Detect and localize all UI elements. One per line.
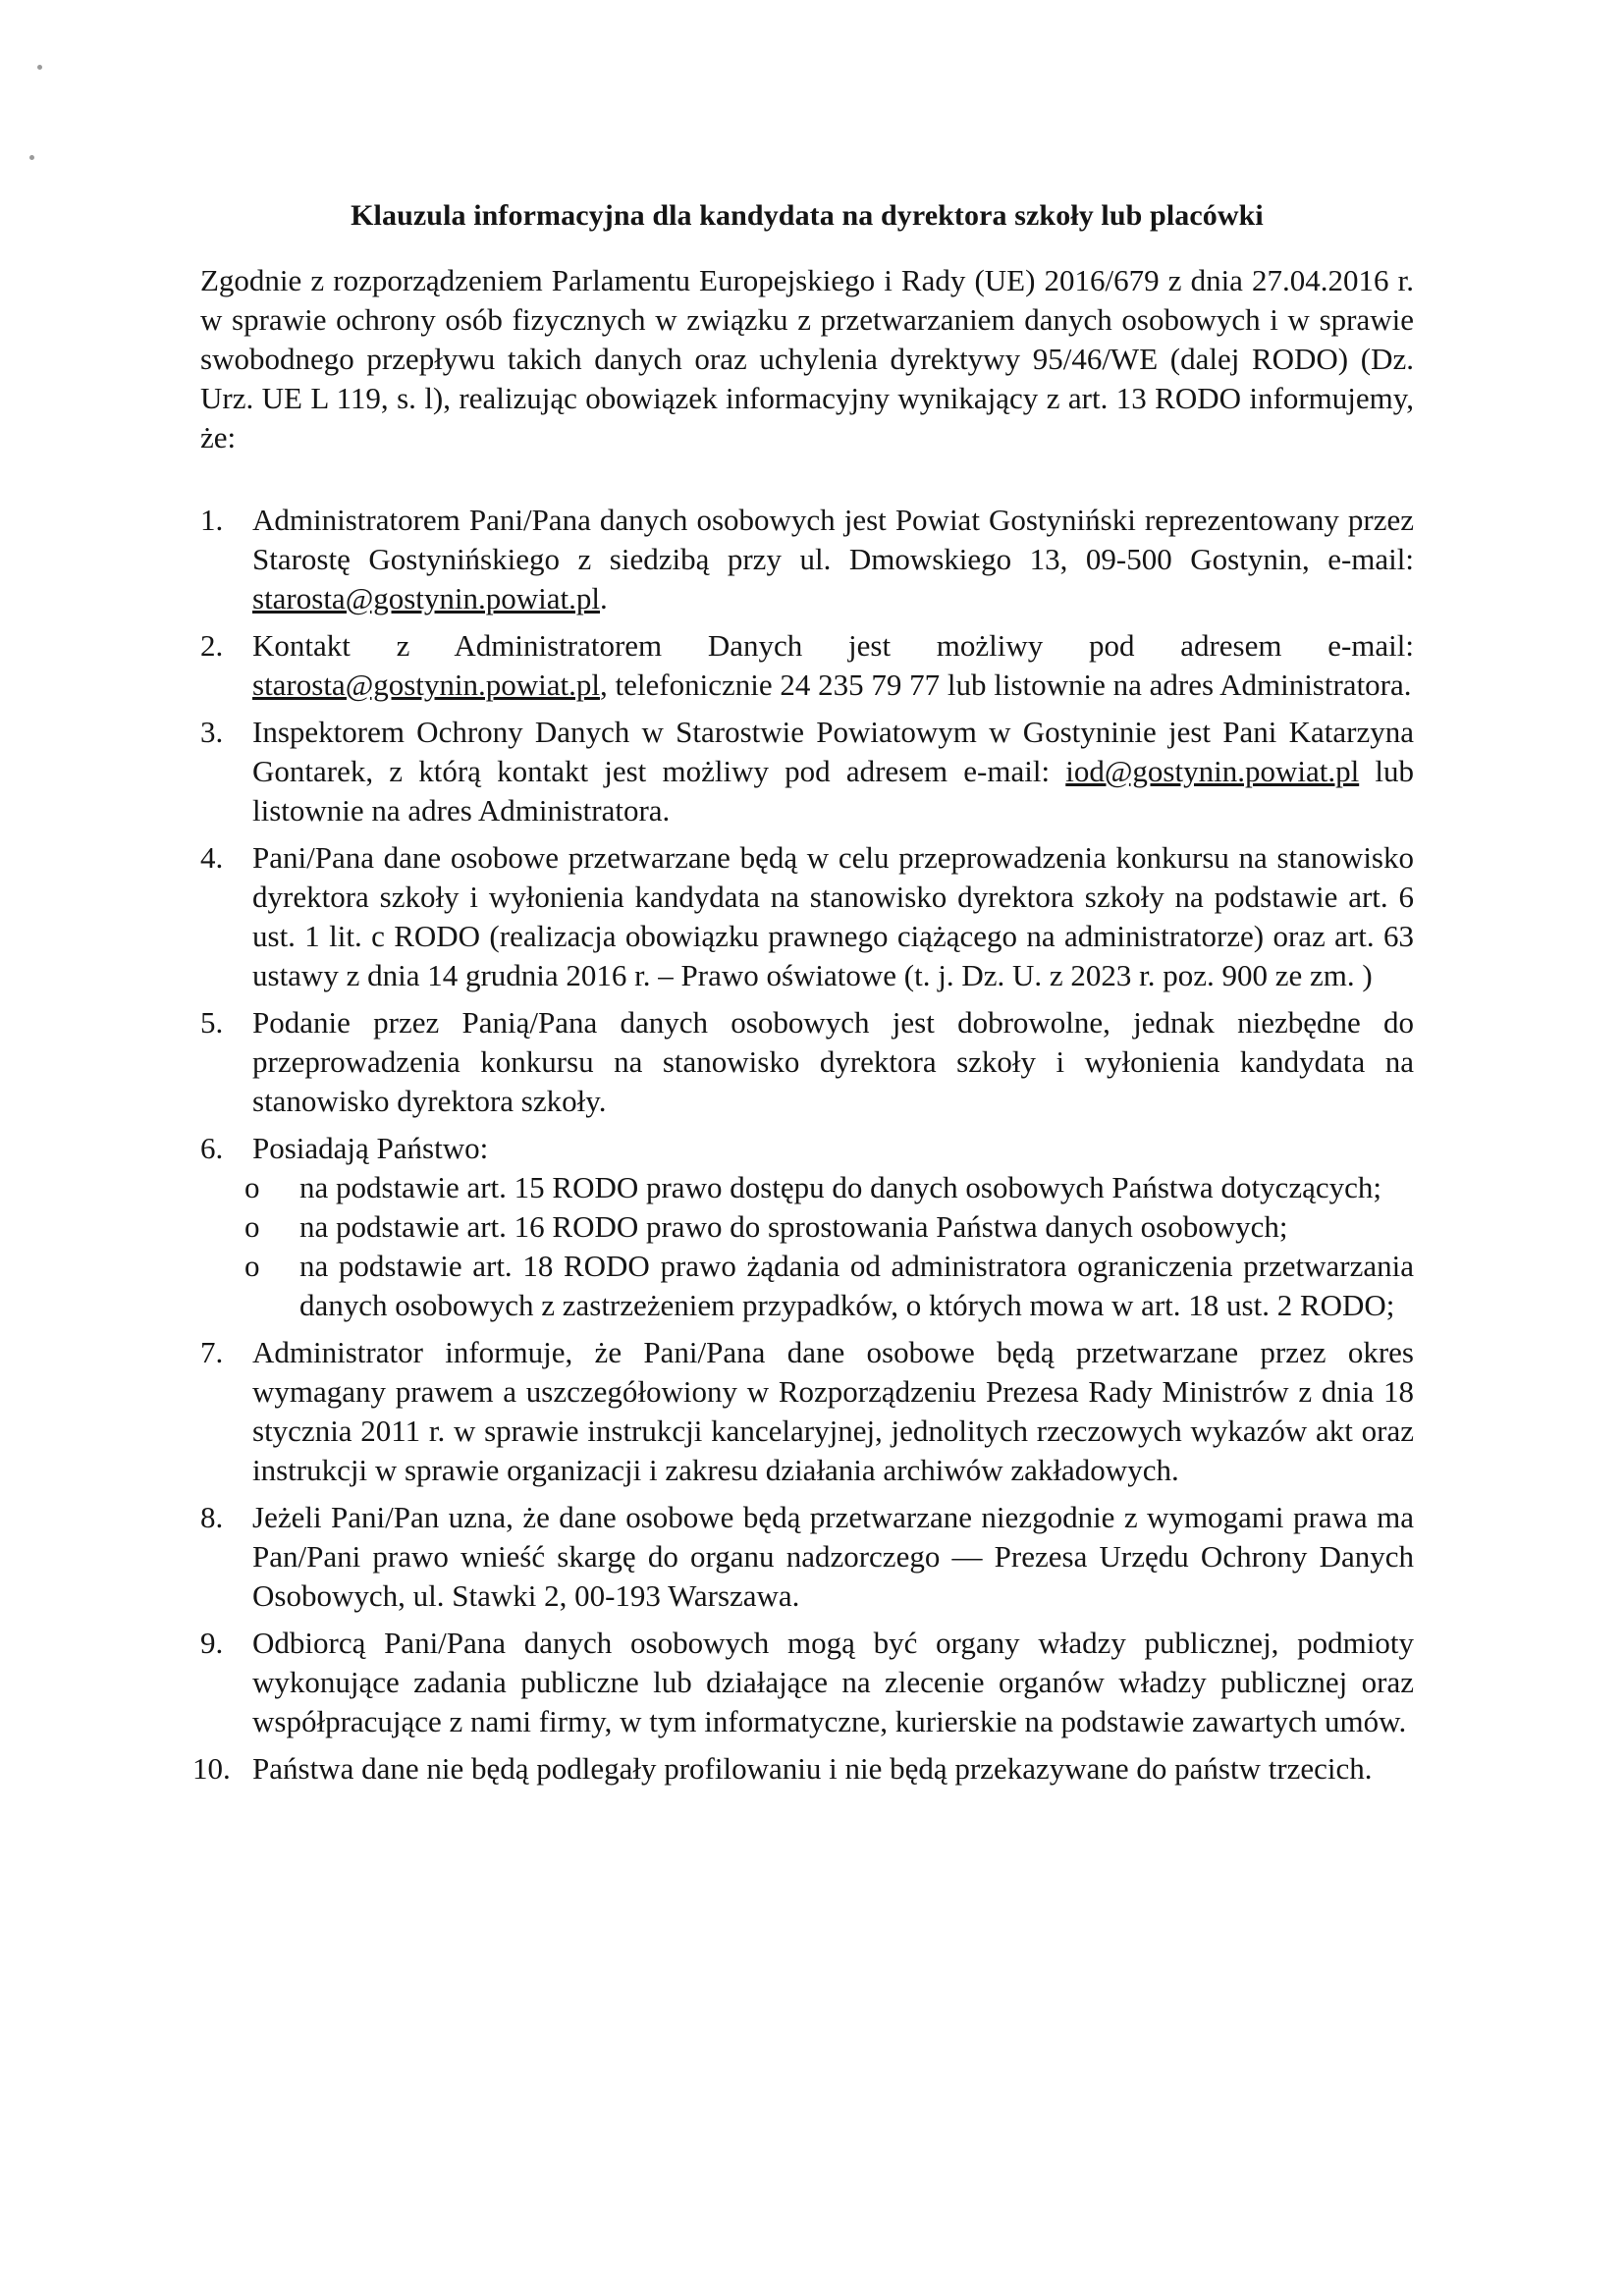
email-link[interactable]: iod@gostynin.powiat.pl: [1065, 754, 1360, 788]
item-text: Administratorem Pani/Pana danych osobowych jest Powiat Gostyniński reprezentowany przez Starostę Gostynińskiego z siedzibą przy ul. Dmowskiego 13, 09-500 Gostynin, e-mail:: [252, 503, 1414, 576]
email-link[interactable]: starosta@gostynin.powiat.pl: [252, 581, 601, 615]
item-text: Pani/Pana dane osobowe przetwarzane będą w celu przeprowadzenia konkursu na stanowisko dyrektora szkoły i wyłonienia kandydata na stanowisko dyrektora szkoły na podstawie art. 6 ust. 1 lit. c RODO (realizacja obowiązku prawnego ciążącego na administratorze) oraz art. 63 ustawy z dnia 14 grudnia 2016 r. – Prawo oświatowe (t. j. Dz. U. z 2023 r. poz. 900 ze zm. ): [252, 840, 1414, 992]
item-number: 3.: [200, 715, 224, 749]
item-number: 2.: [200, 628, 224, 663]
item-text: .: [600, 581, 608, 615]
sub-item-text: na podstawie art. 16 RODO prawo do sprostowania Państwa danych osobowych;: [299, 1209, 1288, 1244]
item-number: 5.: [200, 1005, 224, 1040]
sub-list-item: [244, 1247, 1414, 1325]
item-text: Posiadają Państwo:: [252, 1131, 489, 1165]
sub-item-text: na podstawie art. 18 RODO prawo żądania od administratora ograniczenia przetwarzania danych osobowych z zastrzeżeniem przypadków, o których mowa w art. 18 ust. 2 RODO;: [299, 1249, 1414, 1322]
item-text: Odbiorcą Pani/Pana danych osobowych mogą być organy władzy publicznej, podmioty wykonujące zadania publiczne lub działające na zlecenie organów władzy publicznej oraz współpracujące z nami firmy, w tym informatyczne, kurierskie na podstawie zawartych umów.: [252, 1626, 1414, 1738]
email-link[interactable]: starosta@gostynin.powiat.pl: [252, 667, 601, 702]
list-item: [200, 713, 1414, 830]
item-text: Administrator informuje, że Pani/Pana dane osobowe będą przetwarzane przez okres wymagany prawem a uszczegółowiony w Rozporządzeniu Prezesa Rady Ministrów z dnia 18 stycznia 2011 r. w sprawie instrukcji kancelaryjnej, jednolitych rzeczowych wykazów akt oraz instrukcji w sprawie organizacji i zakresu działania archiwów zakładowych.: [252, 1335, 1414, 1487]
item-text: lub listownie na adres Administratora.: [252, 754, 1414, 828]
item-number: 1.: [200, 503, 224, 537]
sub-list-item: [244, 1207, 1414, 1247]
scan-speck: [37, 65, 42, 70]
list-item: [200, 838, 1414, 995]
rights-sublist: [244, 1168, 1414, 1325]
item-number: 8.: [200, 1500, 224, 1534]
sub-item-text: na podstawie art. 15 RODO prawo dostępu do danych osobowych Państwa dotyczących;: [299, 1170, 1381, 1204]
list-item: [200, 1624, 1414, 1741]
document-title: Klauzula informacyjna dla kandydata na dyrektora szkoły lub placówki: [351, 199, 1264, 232]
scan-speck: [29, 155, 34, 160]
item-number: 4.: [200, 840, 224, 875]
list-item: [200, 501, 1414, 618]
item-text: , telefonicznie 24 235 79 77 lub listownie na adres Administratora.: [600, 667, 1412, 702]
list-item: [200, 1333, 1414, 1490]
item-text: Podanie przez Panią/Pana danych osobowych jest dobrowolne, jednak niezbędne do przeprowadzenia konkursu na stanowisko dyrektora szkoły i wyłonienia kandydata na stanowisko dyrektora szkoły.: [252, 1005, 1414, 1118]
list-item: [200, 1003, 1414, 1121]
list-item: [192, 1749, 1414, 1789]
document-page: [192, 196, 1414, 1796]
item-text: Inspektorem Ochrony Danych w Starostwie Powiatowym w Gostyninie jest Pani Katarzyna Gontarek, z którą kontakt jest możliwy pod adresem e-mail:: [252, 715, 1414, 788]
item-number: 7.: [200, 1335, 224, 1369]
circle-bullet-icon: o: [244, 1170, 260, 1204]
list-item: [200, 1498, 1414, 1616]
item-number: 6.: [200, 1131, 224, 1165]
sub-list-item: [244, 1168, 1414, 1207]
item-text: Państwa dane nie będą podlegały profilowaniu i nie będą przekazywane do państw trzecich.: [252, 1751, 1373, 1786]
item-number: 9.: [200, 1626, 224, 1660]
list-item: [200, 1129, 1414, 1325]
intro-paragraph: Zgodnie z rozporządzeniem Parlamentu Europejskiego i Rady (UE) 2016/679 z dnia 27.04.2016 r. w sprawie ochrony osób fizycznych w związku z przetwarzaniem danych osobowych i w sprawie swobodnego przepływu takich danych oraz uchylenia dyrektywy 95/46/WE (dalej RODO) (Dz. Urz. UE L 119, s. l), realizując obowiązek informacyjny wynikający z art. 13 RODO informujemy, że:: [200, 263, 1414, 454]
item-number: 10.: [192, 1751, 231, 1786]
item-text: Kontakt z Administratorem Danych jest możliwy pod adresem e-mail:: [252, 628, 1414, 663]
list-item: [200, 626, 1414, 705]
numbered-list: [192, 501, 1414, 1789]
item-text: Jeżeli Pani/Pan uzna, że dane osobowe będą przetwarzane niezgodnie z wymogami prawa ma Pan/Pani prawo wnieść skargę do organu nadzorczego — Prezesa Urzędu Ochrony Danych Osobowych, ul. Stawki 2, 00-193 Warszawa.: [252, 1500, 1414, 1613]
circle-bullet-icon: o: [244, 1209, 260, 1244]
circle-bullet-icon: o: [244, 1249, 260, 1283]
